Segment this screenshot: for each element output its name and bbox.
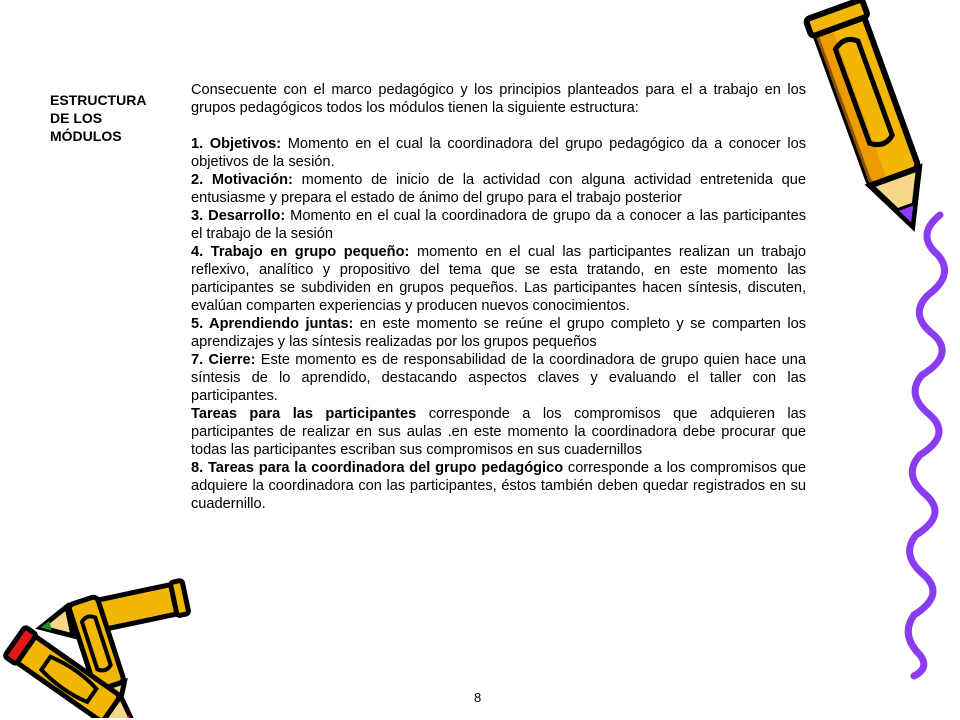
item-label: 8. Tareas para la coordinadora del grupo pedagógico xyxy=(191,460,564,476)
item-text: momento en el cual las participantes realizan un trabajo reflexivo, analítico y propositivo del tema que se esta tratando, en este momento las participantes se subdividen en grupos pequeños. Las participantes hacen síntesis, discuten, evalúan comparten experiencias y producen nuevos conocimientos. xyxy=(191,244,807,314)
section-heading-line: MÓDULOS xyxy=(50,128,122,144)
structure-item xyxy=(191,243,806,315)
item-label: 1. Objetivos: xyxy=(191,136,282,152)
spacer xyxy=(191,117,806,135)
item-label: 7. Cierre: xyxy=(191,352,256,368)
intro-paragraph: Consecuente con el marco pedagógico y los principios planteados para el a trabajo en los grupos pedagógicos todos los módulos tienen la siguiente estructura: xyxy=(191,82,806,116)
item-text: momento de inicio de la actividad con alguna actividad entretenida que entusiasme y prepara el estado de ánimo del grupo para el trabajo posterior xyxy=(191,172,806,206)
item-text: en este momento se reúne el grupo completo y se comparten los aprendizajes y las síntesis realizadas por los grupos pequeños xyxy=(191,316,806,350)
item-label: 5. Aprendiendo juntas: xyxy=(191,316,354,332)
structure-item xyxy=(191,315,806,351)
item-text: corresponde a los compromisos que adquiere la coordinadora con las participantes, éstos también deben quedar registrados en su cuadernillo. xyxy=(191,460,807,512)
item-text: corresponde a los compromisos que adquieren las participantes de realizar en sus aulas .en este momento la coordinadora debe procurar que todas las participantes escriban sus compromisos en sus cuadernillos xyxy=(191,406,806,458)
structure-item xyxy=(191,135,806,171)
page-number: 8 xyxy=(474,690,482,705)
section-heading xyxy=(50,91,170,145)
structure-item xyxy=(191,405,806,459)
item-label: Tareas para las participantes xyxy=(191,406,417,422)
item-label: 4. Trabajo en grupo pequeño: xyxy=(191,244,410,260)
section-heading-line: ESTRUCTURA xyxy=(50,92,147,108)
item-text: Momento en el cual la coordinadora de grupo da a conocer a las participantes el trabajo de la sesión xyxy=(191,208,806,242)
section-heading-line: DE LOS xyxy=(50,110,103,126)
structure-item xyxy=(191,351,806,405)
structure-item xyxy=(191,459,806,513)
item-label: 2. Motivación: xyxy=(191,172,293,188)
squiggle-line xyxy=(900,210,960,680)
structure-item xyxy=(191,171,806,207)
structure-item xyxy=(191,207,806,243)
pencil-bundle-icon xyxy=(0,578,200,718)
module-structure-text xyxy=(191,81,806,513)
pencil-icon xyxy=(800,0,950,240)
item-label: 3. Desarrollo: xyxy=(191,208,286,224)
item-text: Momento en el cual la coordinadora del grupo pedagógico da a conocer los objetivos de la sesión. xyxy=(191,136,806,170)
item-text: Este momento es de responsabilidad de la coordinadora de grupo quien hace una síntesis de lo aprendido, destacando aspectos claves y evaluando el taller con las participantes. xyxy=(191,352,806,404)
